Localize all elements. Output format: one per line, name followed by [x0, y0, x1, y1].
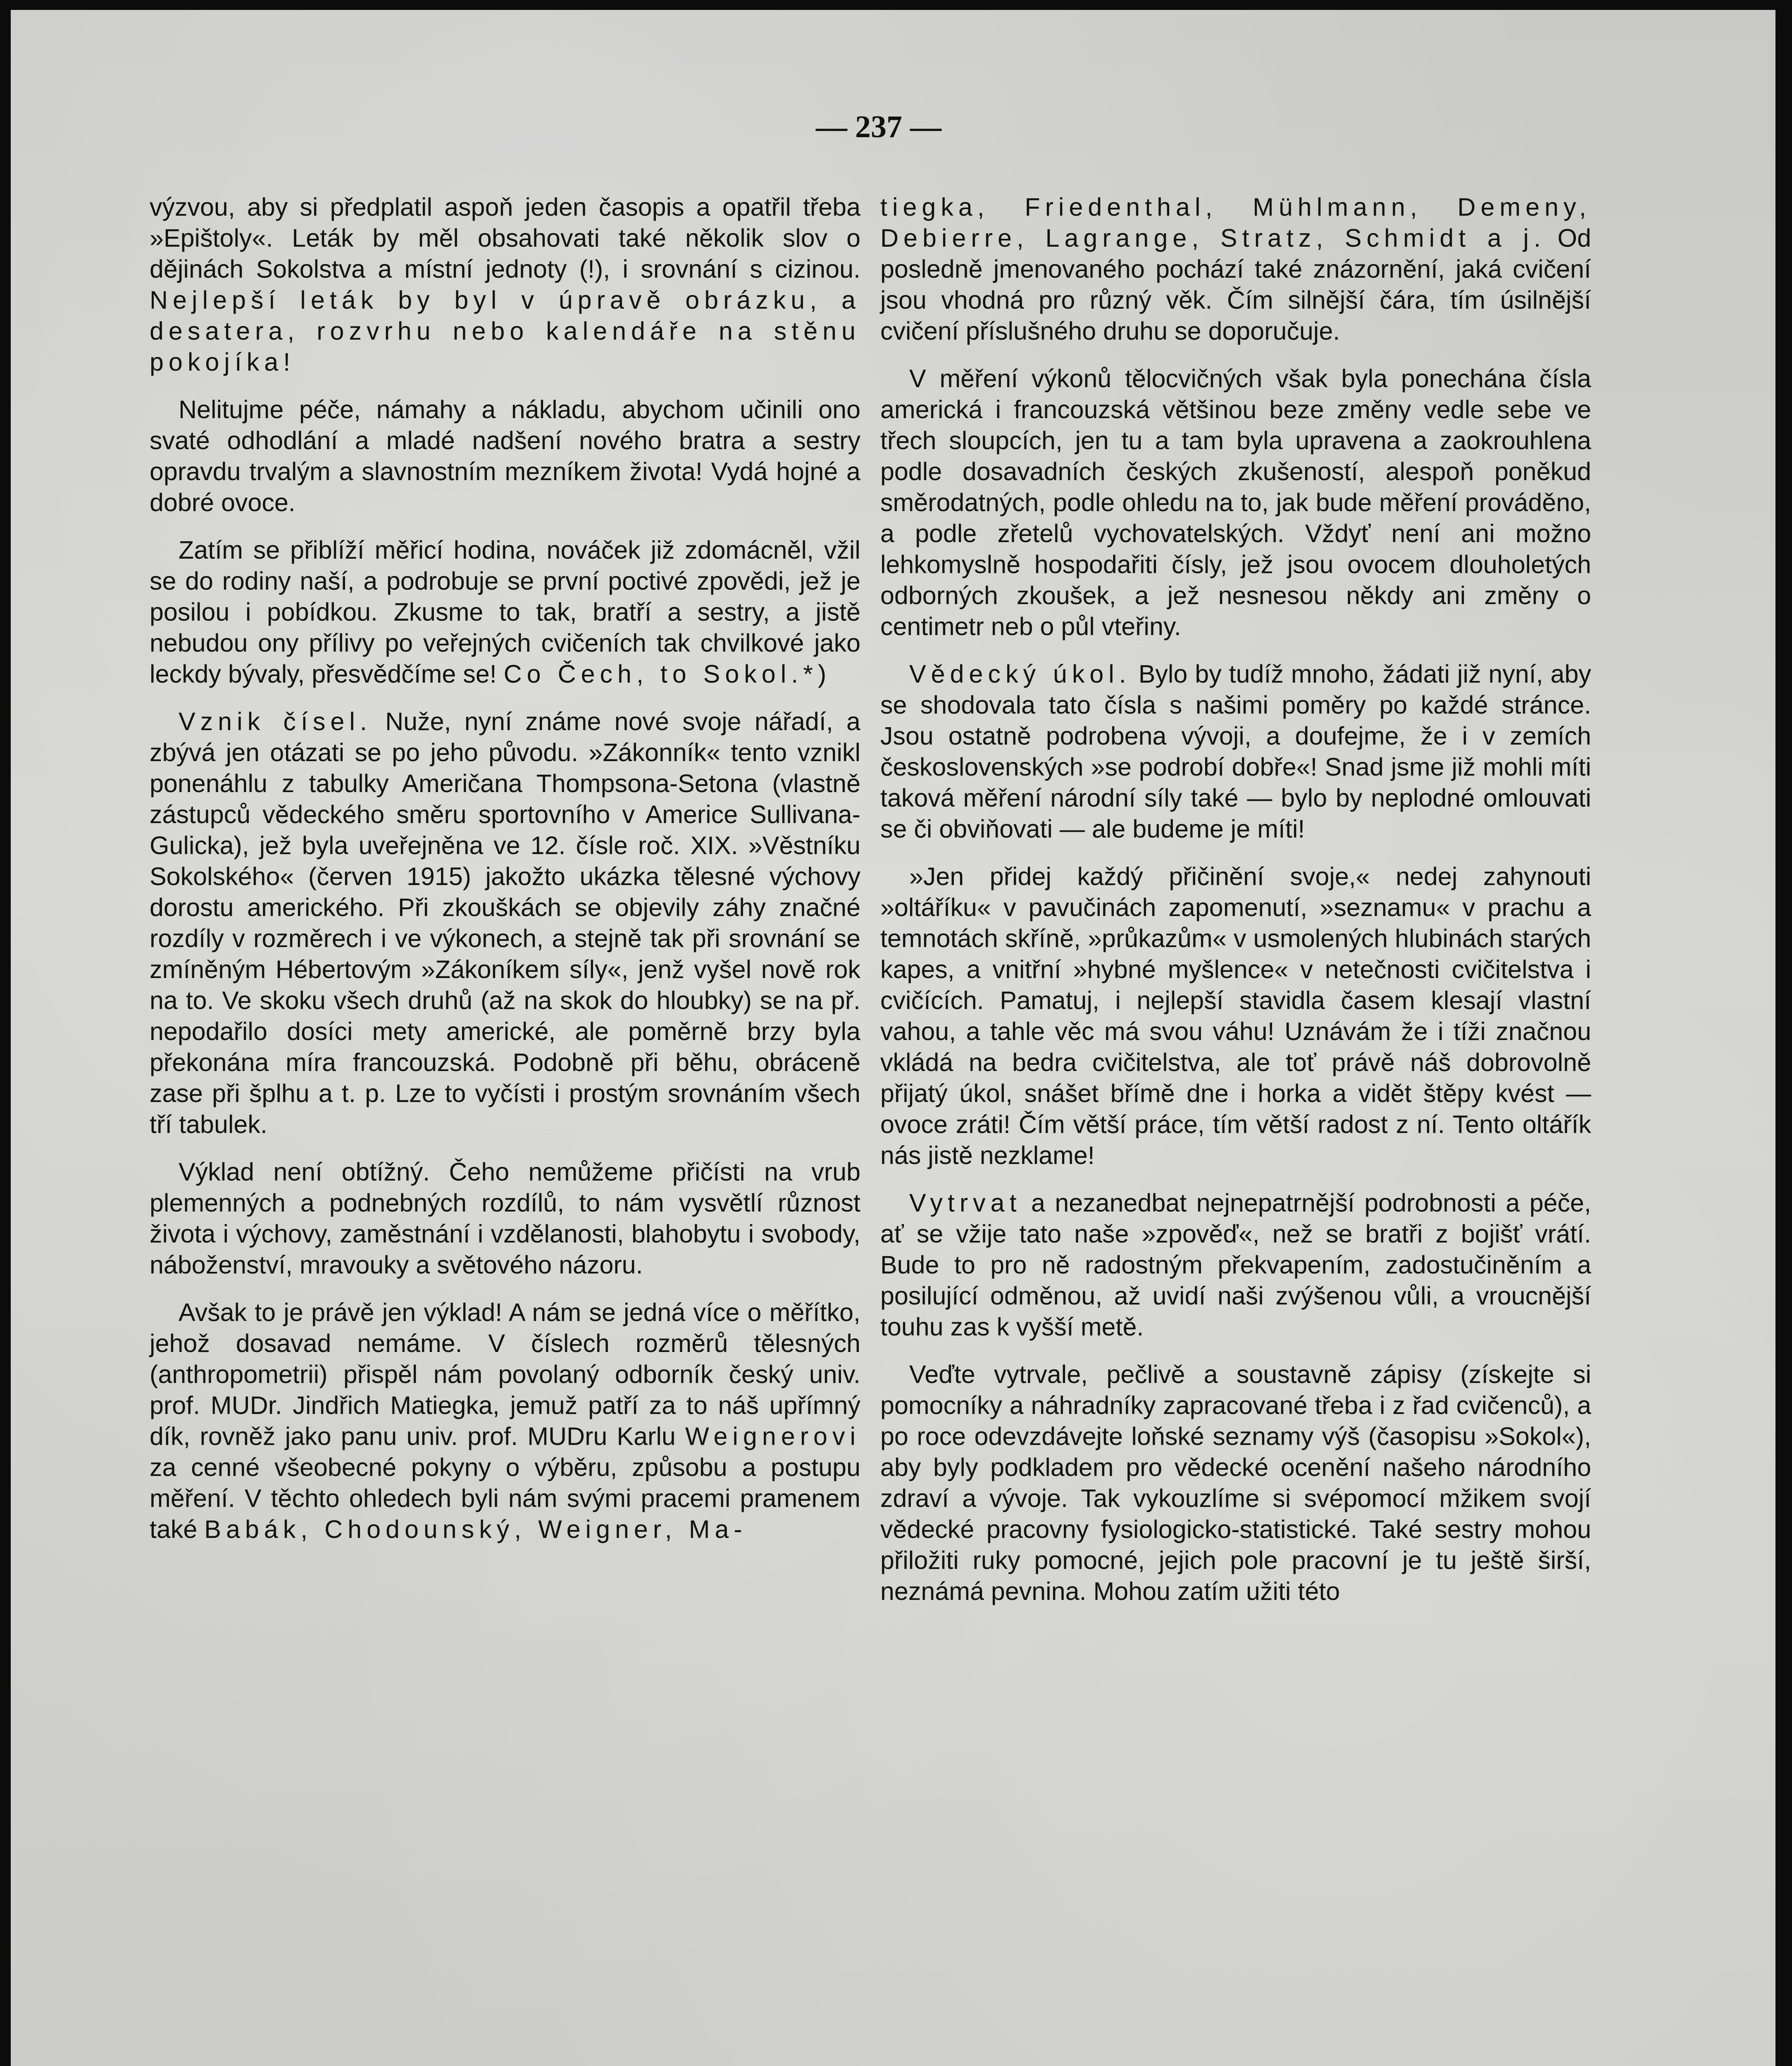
- emphasized-text: Babák, Chodounský, Weigner, Ma-: [204, 1515, 747, 1543]
- paragraph-text: Nuže, nyní známe nové svoje nářadí, a zbývá jen otázati se po jeho původu. »Zákonník« tento vznikl ponenáhlu z tabulky Američana Thompsona-Setona (vlastně zástupců vědeckého směru sportovního v Americe Sullivana-Gulicka), jež byla uveřejněna ve 12. čísle roč. XIX. »Věstníku Sokolského« (červen 1915) jakožto ukázka tělesné výchovy dorostu amerického. Při zkouškách se objevily záhy značné rozdíly v rozměrech i ve výkonech, a stejně tak při srovnání se zmíněným Hébertovým »Zákoníkem síly«, jenž vyšel nově rok na to. Ve skoku všech druhů (až na skok do hloubky) se na př. nepodařilo dosíci mety americké, ale poměrně brzy byla překonána míra francouzská. Podobně při běhu, obráceně zase při šplhu a t. p. Lze to vyčísti i prostým srovnáním všech tří tabulek.: [150, 707, 860, 1138]
- paragraph: [880, 861, 1591, 1171]
- paragraph: [150, 394, 860, 518]
- emphasized-text: Nejlepší leták by byl v úpravě obrázku, a desatera, rozvrhu nebo kalendáře na stěnu pokojíka!: [150, 286, 860, 376]
- emphasized-text: Weignerovi: [685, 1422, 861, 1450]
- emphasized-text: tiegka, Friedenthal, Mühlmann, Demeny, Debierre, Lagrange, Stratz, Schmidt a j.: [880, 193, 1591, 252]
- paragraph: [880, 1359, 1591, 1607]
- emphasized-text: Co Čech, to Sokol.*): [503, 660, 832, 688]
- left-column: [150, 192, 860, 1561]
- paragraph-text: »Jen přidej každý přičinění svoje,« nedej zahynouti »oltáříku« v pavučinách zapomenutí, »seznamu« v prachu a temnotách skříně, »průkazům« v usmolených hlubinách starých kapes, a vnitřní »hybné myšlence« v netečnosti cvičitelstva i cvičících. Pamatuj, i nejlepší stavidla časem klesají vlastní vahou, a tahle věc má svou váhu! Uznávám že i tíži značnou vkládá na bedra cvičitelstva, ale toť právě náš dobrovolně přijatý úkol, snášet břímě dne i horka a vidět štěpy kvést — ovoce zráti! Čím větší práce, tím větší radost z ní. Tento oltářík nás jistě nezklame!: [880, 862, 1591, 1169]
- paragraph: [150, 535, 860, 690]
- paragraph: [150, 1157, 860, 1281]
- section-heading: Vznik čísel.: [179, 707, 372, 735]
- scanned-page: [11, 10, 1775, 2066]
- section-heading: Vědecký úkol.: [909, 660, 1131, 688]
- paragraph: [880, 1188, 1591, 1342]
- paragraph-text: Zatím se přiblíží měřicí hodina, nováček již zdomácněl, vžil se do rodiny naší, a podrobuje se první poctivé zpovědi, jež je posilou i pobídkou. Zkusme to tak, bratří a sestry, a jistě nebudou ony přílivy po veřejných cvičeních tak chvilkové jako leckdy bývaly, přesvědčíme se!: [150, 536, 860, 688]
- paragraph-text: a nezanedbat nejnepatrnější podrobnosti a péče, ať se vžije tato naše »zpověď«, než se bratři z bojišť vrátí. Bude to pro ně radostným překvapením, zadostučiněním a posilující odměnou, až uvidí naši zvýšenou vůli, a vroucnější touhu zas k vyšší metě.: [880, 1189, 1591, 1341]
- paragraph-text: výzvou, aby si předplatil aspoň jeden časopis a opatřil třeba »Epištoly«. Leták by měl obsahovati také několik slov o dějinách Sokolstva a místní jednoty (!), i srovnání s cizinou.: [150, 193, 860, 283]
- paragraph: [880, 363, 1591, 642]
- paragraph: [150, 192, 860, 378]
- page-number: — 237 —: [816, 109, 941, 144]
- paragraph-text: V měření výkonů tělocvičných však byla ponechána čísla americká i francouzská většinou beze změny vedle sebe ve třech sloupcích, jen tu a tam byla upravena a zaokrouhlena podle dosavadních českých zkušeností, alespoň poněkud směrodatných, podle ohledu na to, jak bude měření prováděno, a podle zřetelů vychovatelských. Vždyť není ani možno lehkomyslně hospodařiti čísly, jež jsou ovocem dlouholetých odborných zkoušek, a jež nesnesou někdy ani změny o centimetr neb o půl vteřiny.: [880, 364, 1591, 640]
- paragraph: [150, 1297, 860, 1545]
- paragraph-text: Výklad není obtížný. Čeho nemůžeme přičísti na vrub plemenných a podnebných rozdílů, to nám vysvětlí různost života i výchovy, zaměstnání i vzdělanosti, blahobytu i svobody, náboženství, mravouky a světového názoru.: [150, 1158, 860, 1279]
- paragraph-text: Bylo by tudíž mnoho, žádati již nyní, aby se shodovala tato čísla s našimi poměry po každé stránce. Jsou ostatně podrobena vývoji, a doufejme, že i v zemích československých »se podrobí dobře«! Snad jsme již mohli míti taková měření národní síly také — bylo by neplodné omlouvati se či obviňovati — ale budeme je míti!: [880, 660, 1591, 843]
- paragraph-text: Od posledně jmenovaného pochází také znázornění, jaká cvičení jsou vhodná pro různý věk. Čím silnější čára, tím úsilnější cvičení příslušného druhu se doporučuje.: [880, 224, 1592, 345]
- paragraph-text: Nelitujme péče, námahy a nákladu, abychom učinili ono svaté odhodlání a mladé nadšení nového bratra a sestry opravdu trvalým a slavnostním mezníkem života! Vydá hojné a dobré ovoce.: [150, 395, 860, 516]
- paragraph: [150, 706, 860, 1140]
- paragraph-text: Avšak to je právě jen výklad! A nám se jedná více o měřítko, jehož dosavad nemáme. V číslech rozměrů tělesných (anthropometrii) přispěl nám povolaný odborník český univ. prof. MUDr. Jindřich Matiegka, jemuž patří za to náš upřímný dík, rovněž jako panu univ. prof. MUDru Karlu: [150, 1298, 860, 1450]
- paragraph: [880, 659, 1591, 845]
- section-heading: Vytrvat: [909, 1189, 1022, 1217]
- paragraph-text: Veďte vytrvale, pečlivě a soustavně zápisy (získejte si pomocníky a náhradníky zapracované třeba i z řad cvičenců), a po roce odevzdávejte loňské seznamy výš (časopisu »Sokol«), aby byly podkladem pro vědecké ocenění našeho národního zdraví a vývoje. Tak vykouzlíme si svépomocí mžikem svojí vědecké pracovny fysiologicko-statistické. Také sestry mohou přiložiti ruky pomocné, jejich pole pracovní je tu ještě širší, neznámá pevnina. Mohou zatím užiti této: [880, 1360, 1591, 1605]
- right-column: [880, 192, 1591, 1623]
- paragraph-text: za cenné všeobecné pokyny o výběru, způsobu a postupu měření. V těchto ohledech byli nám svými pracemi pramenem také: [150, 1453, 860, 1543]
- paragraph: [880, 192, 1591, 347]
